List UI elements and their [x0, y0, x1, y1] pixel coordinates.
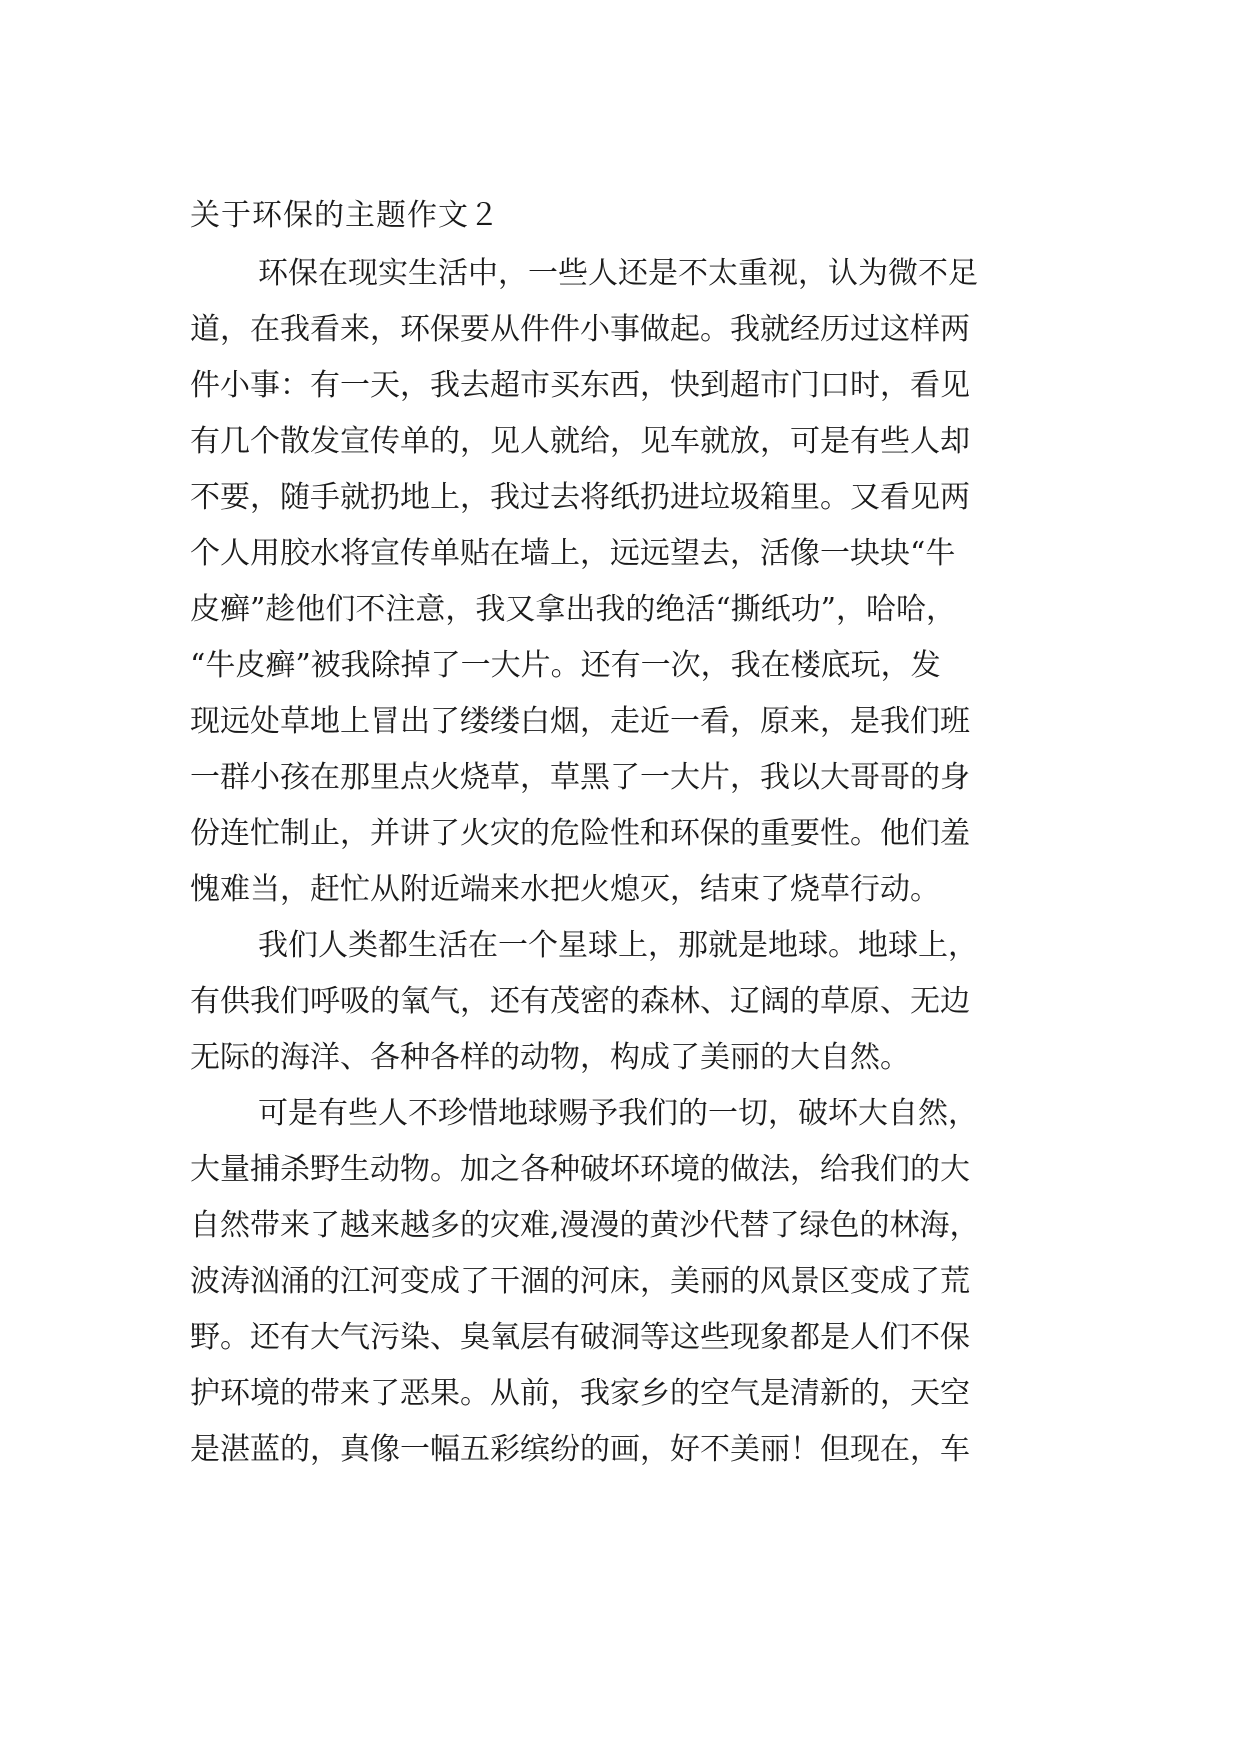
text-line: 件小事：有一天，我去超市买东西，快到超市门口时，看见 [190, 368, 970, 403]
text-line: 不要，随手就扔地上，我过去将纸扔进垃圾箱里。又看见两 [190, 480, 970, 515]
text-line: 一群小孩在那里点火烧草，草黑了一大片，我以大哥哥的身 [190, 760, 970, 795]
text-line: 无际的海洋、各种各样的动物，构成了美丽的大自然。 [190, 1040, 910, 1075]
document-title: 关于环保的主题作文２ [190, 198, 500, 233]
text-line: 自然带来了越来越多的灾难,漫漫的黄沙代替了绿色的林海， [190, 1208, 980, 1243]
text-line-paragraph-1-start: 环保在现实生活中，一些人还是不太重视，认为微不足 [258, 256, 978, 291]
text-line: 护环境的带来了恶果。从前，我家乡的空气是清新的，天空 [190, 1376, 970, 1411]
text-line-paragraph-2-start: 我们人类都生活在一个星球上，那就是地球。地球上， [258, 928, 978, 963]
text-line: 道，在我看来，环保要从件件小事做起。我就经历过这样两 [190, 312, 970, 347]
text-line: 有几个散发宣传单的，见人就给，见车就放，可是有些人却 [190, 424, 970, 459]
text-line: 愧难当，赶忙从附近端来水把火熄灭，结束了烧草行动。 [190, 872, 940, 907]
text-line: 个人用胶水将宣传单贴在墙上，远远望去，活像一块块“牛 [190, 536, 956, 571]
text-line: 有供我们呼吸的氧气，还有茂密的森林、辽阔的草原、无边 [190, 984, 970, 1019]
text-line: 皮癣”趁他们不注意，我又拿出我的绝活“撕纸功”，哈哈， [190, 592, 957, 627]
text-line: 是湛蓝的，真像一幅五彩缤纷的画，好不美丽！但现在，车 [190, 1432, 970, 1467]
text-line: 波涛汹涌的江河变成了干涸的河床，美丽的风景区变成了荒 [190, 1264, 970, 1299]
text-line: 大量捕杀野生动物。加之各种破坏环境的做法，给我们的大 [190, 1152, 970, 1187]
text-line: 现远处草地上冒出了缕缕白烟，走近一看，原来，是我们班 [190, 704, 970, 739]
text-line-paragraph-3-start: 可是有些人不珍惜地球赐予我们的一切，破坏大自然， [258, 1096, 978, 1131]
text-line: “牛皮癣”被我除掉了一大片。还有一次，我在楼底玩，发 [190, 648, 941, 683]
text-line: 份连忙制止，并讲了火灾的危险性和环保的重要性。他们羞 [190, 816, 970, 851]
text-line: 野。还有大气污染、臭氧层有破洞等这些现象都是人们不保 [190, 1320, 970, 1355]
